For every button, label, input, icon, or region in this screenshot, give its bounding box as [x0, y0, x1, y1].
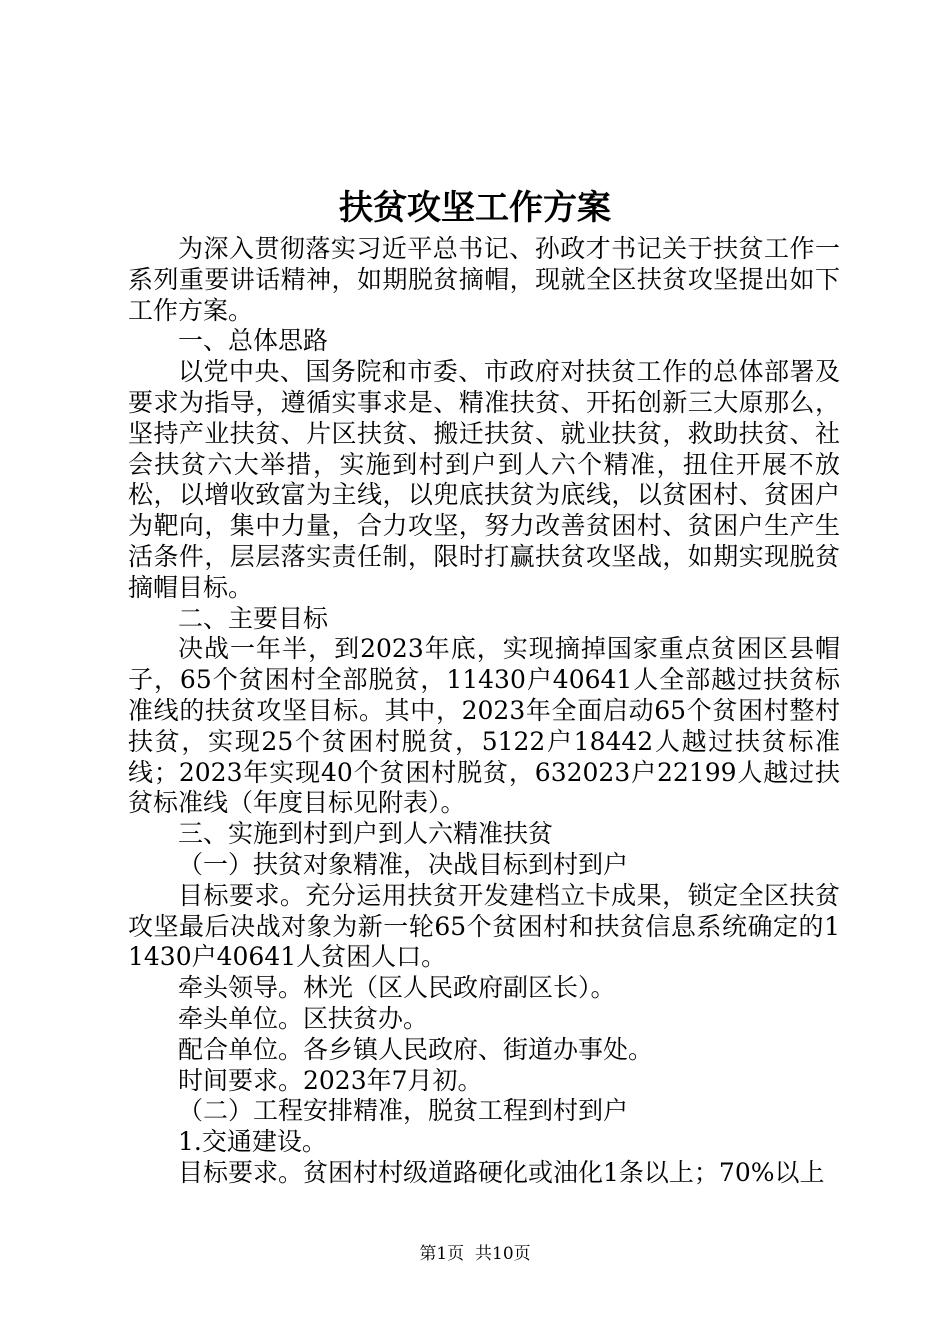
page-total: 共10页 [475, 1244, 531, 1264]
paragraph-intro: 为深入贯彻落实习近平总书记、孙政才书记关于扶贫工作一系列重要讲话精神，如期脱贫摘帽，现就全区扶贫攻坚提出如下工作方案。 [128, 234, 840, 325]
section-heading-1: 一、总体思路 [178, 326, 329, 356]
section-heading-2: 二、主要目标 [178, 603, 329, 633]
paragraph-time-requirement: 时间要求。2023年7月初。 [178, 1065, 483, 1095]
paragraph-target-requirements: 目标要求。充分运用扶贫开发建档立卡成果，锁定全区扶贫攻坚最后决战对象为新一轮65个贫困村和扶贫信息系统确定的11430户40641人贫困人口。 [128, 880, 840, 972]
document-title: 扶贫攻坚工作方案 [339, 188, 611, 228]
paragraph-lead-official: 牵头领导。林光（区人民政府副区长）。 [178, 973, 616, 1003]
paragraph-lead-unit: 牵头单位。区扶贫办。 [178, 1003, 429, 1033]
page-number: 第1页 [419, 1244, 465, 1264]
paragraph-transport-requirements: 目标要求。贫困村村级道路硬化或油化1条以上；70%以上 [178, 1157, 825, 1187]
paragraph-cooperating-units: 配合单位。各乡镇人民政府、街道办事处。 [178, 1034, 654, 1064]
document-body [128, 234, 840, 1189]
paragraph-overall-approach: 以党中央、国务院和市委、市政府对扶贫工作的总体部署及要求为指导，遵循实事求是、精准扶贫、开拓创新三大原那么，坚持产业扶贫、片区扶贫、搬迁扶贫、就业扶贫，救助扶贫、社会扶贫六大举措，实施到村到户到人六个精准，扭住开展不放松，以增收致富为主线，以兜底扶贫为底线，以贫困村、贫困户为靶向，集中力量，合力攻坚，努力改善贫困村、贫困户生产生活条件，层层落实责任制，限时打赢扶贫攻坚战，如期实现脱贫摘帽目标。 [128, 357, 840, 602]
subsection-heading-1: （一）扶贫对象精准，决战目标到村到户 [178, 849, 629, 879]
page-footer [0, 1242, 950, 1266]
section-heading-3: 三、实施到村到户到人六精准扶贫 [178, 819, 554, 849]
item-heading-transport: 1.交通建设。 [178, 1127, 327, 1157]
paragraph-main-goals: 决战一年半，到2023年底，实现摘掉国家重点贫困区县帽子，65个贫困村全部脱贫，11430户40641人全部越过扶贫标准线的扶贫攻坚目标。其中，2023年全面启动65个贫困村整村扶贫，实现25个贫困村脱贫，5122户18442人越过扶贫标准线；2023年实现40个贫困村脱贫，632023户22199人越过扶贫标准线（年度目标见附表）。 [128, 634, 840, 818]
subsection-heading-2: （二）工程安排精准，脱贫工程到村到户 [178, 1096, 629, 1126]
